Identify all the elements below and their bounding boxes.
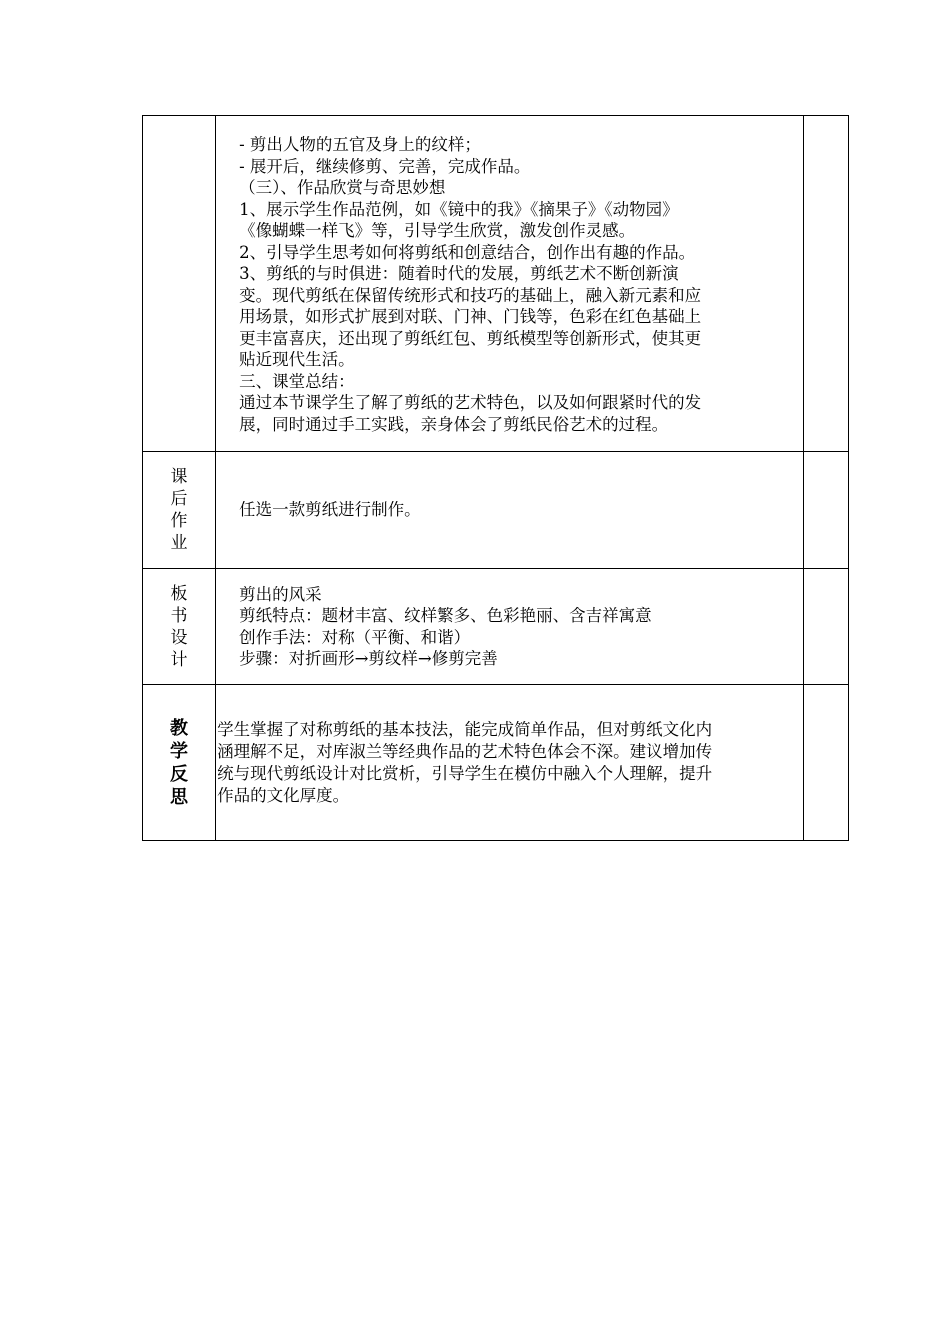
homework-text: 任选一款剪纸进行制作。 [239,500,421,520]
process-line: 《像蝴蝶一样飞》等，引导学生欣赏，激发创作灵感。 [239,221,636,240]
homework-content [216,499,803,521]
process-line: （三）、作品欣赏与奇思妙想 [239,178,446,197]
board-extra-cell [803,569,848,685]
process-line: 三、课堂总结： [239,371,355,391]
process-line: 通过本节课学生了解了剪纸的艺术特色，以及如何跟紧时代的发 [239,393,702,412]
process-extra-cell [803,116,848,452]
process-label-cell [143,116,216,452]
homework-label-char: 业 [170,533,188,553]
homework-row [143,452,849,569]
board-design-row [143,569,849,685]
reflection-line: 涵理解不足，对库淑兰等经典作品的艺术特色体会不深。建议增加传 [217,741,713,761]
process-line: 贴近现代生活。 [239,350,355,369]
board-content [216,584,803,670]
process-line: 1、展示学生作品范例，如《镜中的我》《摘果子》《动物园》 [239,199,679,219]
board-label [143,569,216,685]
board-line: 剪纸特点：题材丰富、纹样繁多、色彩艳丽、含吉祥寓意 [239,606,652,625]
homework-label [143,452,216,569]
homework-extra-cell [803,452,848,569]
reflection-label-char: 思 [170,786,189,808]
board-label-char: 板 [170,583,188,604]
process-line: 2、引导学生思考如何将剪纸和创意结合，创作出有趣的作品。 [239,242,696,262]
reflection-line: 学生掌握了对称剪纸的基本技法，能完成简单作品，但对剪纸文化内 [217,719,713,739]
board-line: 创作手法：对称（平衡、和谐） [239,627,471,647]
process-line: 展，同时通过手工实践，亲身体会了剪纸民俗艺术的过程。 [239,414,669,434]
process-line: 更丰富喜庆，还出现了剪纸红包、剪纸模型等创新形式，使其更 [239,328,702,348]
reflection-label-char: 学 [170,740,189,762]
reflection-extra-cell [803,685,848,841]
process-line: 变。现代剪纸在保留传统形式和技巧的基础上，融入新元素和应 [239,285,702,305]
board-label-char: 设 [170,627,188,648]
homework-label-char: 后 [170,489,188,509]
board-line: 剪出的风采 [239,584,322,604]
homework-content-cell [216,452,804,569]
reflection-line: 统与现代剪纸设计对比赏析，引导学生在模仿中融入个人理解，提升 [217,763,713,783]
homework-label-char: 作 [170,511,188,531]
lesson-plan-table [142,115,849,841]
reflection-label-char: 反 [170,763,189,785]
reflection-line: 作品的文化厚度。 [217,785,350,805]
process-line: - 展开后，继续修剪、完善，完成作品。 [239,156,531,176]
board-label-char: 计 [170,649,188,670]
homework-label-char: 课 [170,467,188,487]
reflection-label [143,685,216,841]
process-line: 3、剪纸的与时俱进：随着时代的发展，剪纸艺术不断创新演 [239,264,679,283]
reflection-label-char: 教 [170,717,189,739]
board-content-cell [216,569,804,685]
process-content-cell [216,116,804,452]
reflection-row [143,685,849,841]
reflection-content-cell [216,685,804,841]
process-line: - 剪出人物的五官及身上的纹样； [239,135,481,154]
process-content [216,120,803,447]
reflection-content [216,719,803,807]
teaching-process-row [143,116,849,452]
process-line: 用场景，如形式扩展到对联、门神、门钱等，色彩在红色基础上 [239,307,702,326]
board-line: 步骤：对折画形→剪纹样→修剪完善 [239,649,498,668]
board-label-char: 书 [170,605,188,626]
